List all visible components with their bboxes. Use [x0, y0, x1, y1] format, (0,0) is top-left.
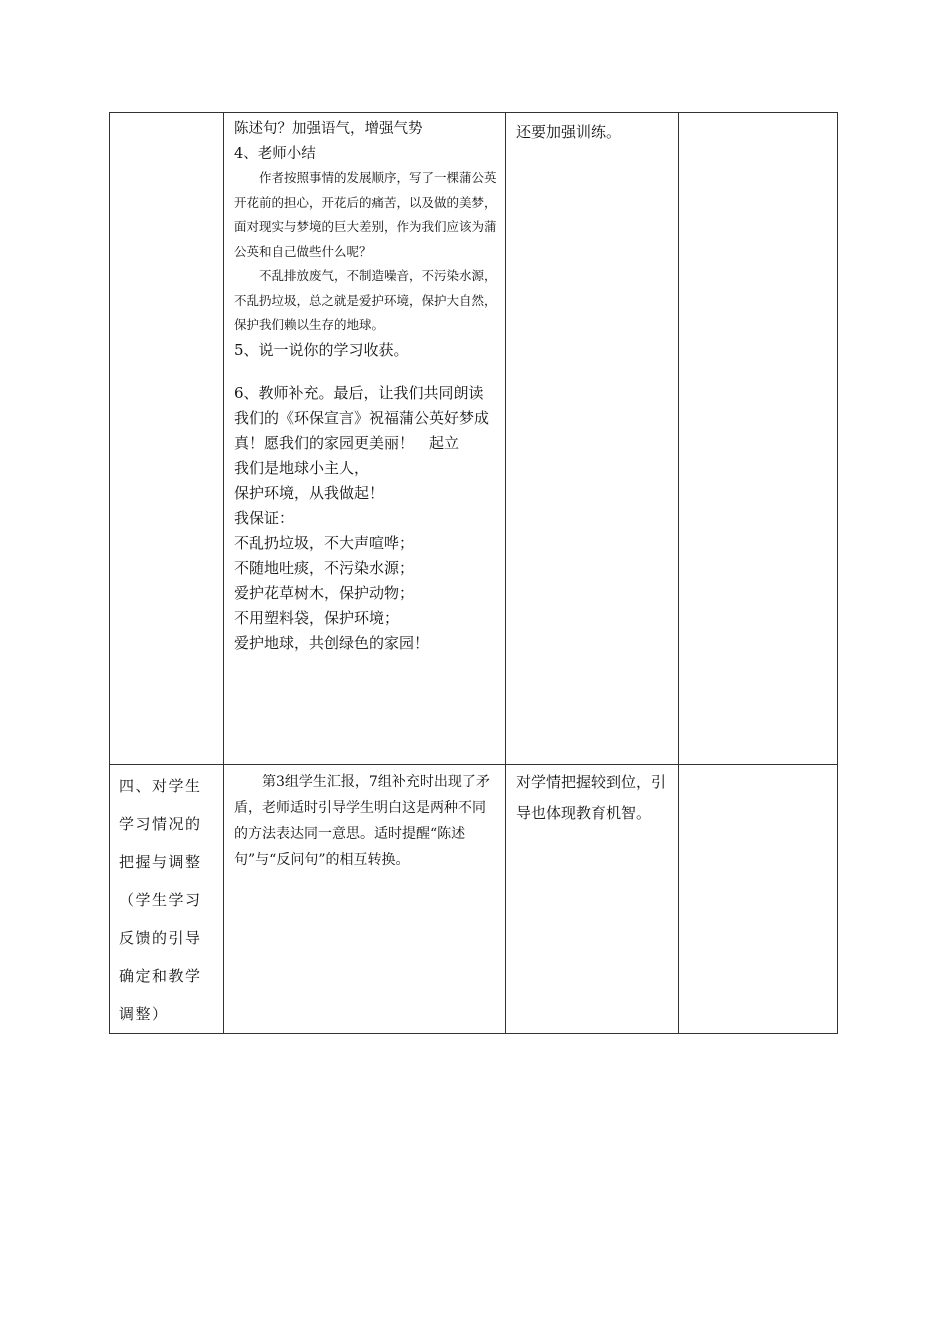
notes-cell-empty	[679, 113, 838, 765]
pledge-line: 保护环境，从我做起！	[234, 483, 385, 502]
pledge-line: 爱护地球，共创绿色的家园！	[234, 633, 430, 652]
comment-cell	[506, 113, 679, 765]
table-row	[110, 113, 838, 765]
stage-cell-empty	[110, 113, 224, 765]
summary-paragraph-2: 不乱排放废气，不制造噪音，不污染水源，不乱扔垃圾，总之就是爱护环境，保护大自然，保护我们赖以生存的地球。	[234, 268, 497, 332]
process-cell	[224, 765, 506, 1034]
feedback-paragraph: 第3组学生汇报，7组补充时出现了矛盾，老师适时引导学生明白这是两种不同的方法表达同一意思。适时提醒“陈述句”与“反问句”的相互转换。	[234, 774, 490, 868]
notes-cell-empty	[679, 765, 838, 1034]
comment-text: 还要加强训练。	[516, 123, 622, 141]
stage-heading: 四、对学生学习情况的把握与调整（学生学习反馈的引导确定和教学调整）	[119, 777, 202, 1023]
process-line: 陈述句？加强语气，增强气势	[234, 121, 423, 137]
table-row	[110, 765, 838, 1034]
pledge-line: 我们是地球小主人，	[234, 458, 370, 477]
pledge-line: 不乱扔垃圾，不大声喧哗；	[234, 533, 415, 552]
summary-paragraph-1: 作者按照事情的发展顺序，写了一棵蒲公英开花前的担心，开花后的痛苦，以及做的美梦，面对现实与梦境的巨大差别，作为我们应该为蒲公英和自己做些什么呢？	[234, 170, 497, 259]
comment-cell	[506, 765, 679, 1034]
pledge-line: 爱护花草树木，保护动物；	[234, 583, 415, 602]
step-6-paragraph: 6、教师补充。最后，让我们共同朗读我们的《环保宣言》祝福蒲公英好梦成真！愿我们的家园更美丽！ 起立	[234, 383, 490, 452]
pledge-line: 不用塑料袋，保护环境；	[234, 608, 400, 627]
comment-text: 对学情把握较到位，引导也体现教育机智。	[516, 773, 667, 822]
lesson-reflection-table	[109, 112, 838, 1034]
process-cell	[224, 113, 506, 765]
pledge-line: 我保证：	[234, 508, 295, 527]
step-4-heading: 4、老师小结	[234, 145, 316, 162]
pledge-line: 不随地吐痰，不污染水源；	[234, 558, 415, 577]
stage-cell	[110, 765, 224, 1034]
step-5-heading: 5、说一说你的学习收获。	[234, 340, 409, 359]
